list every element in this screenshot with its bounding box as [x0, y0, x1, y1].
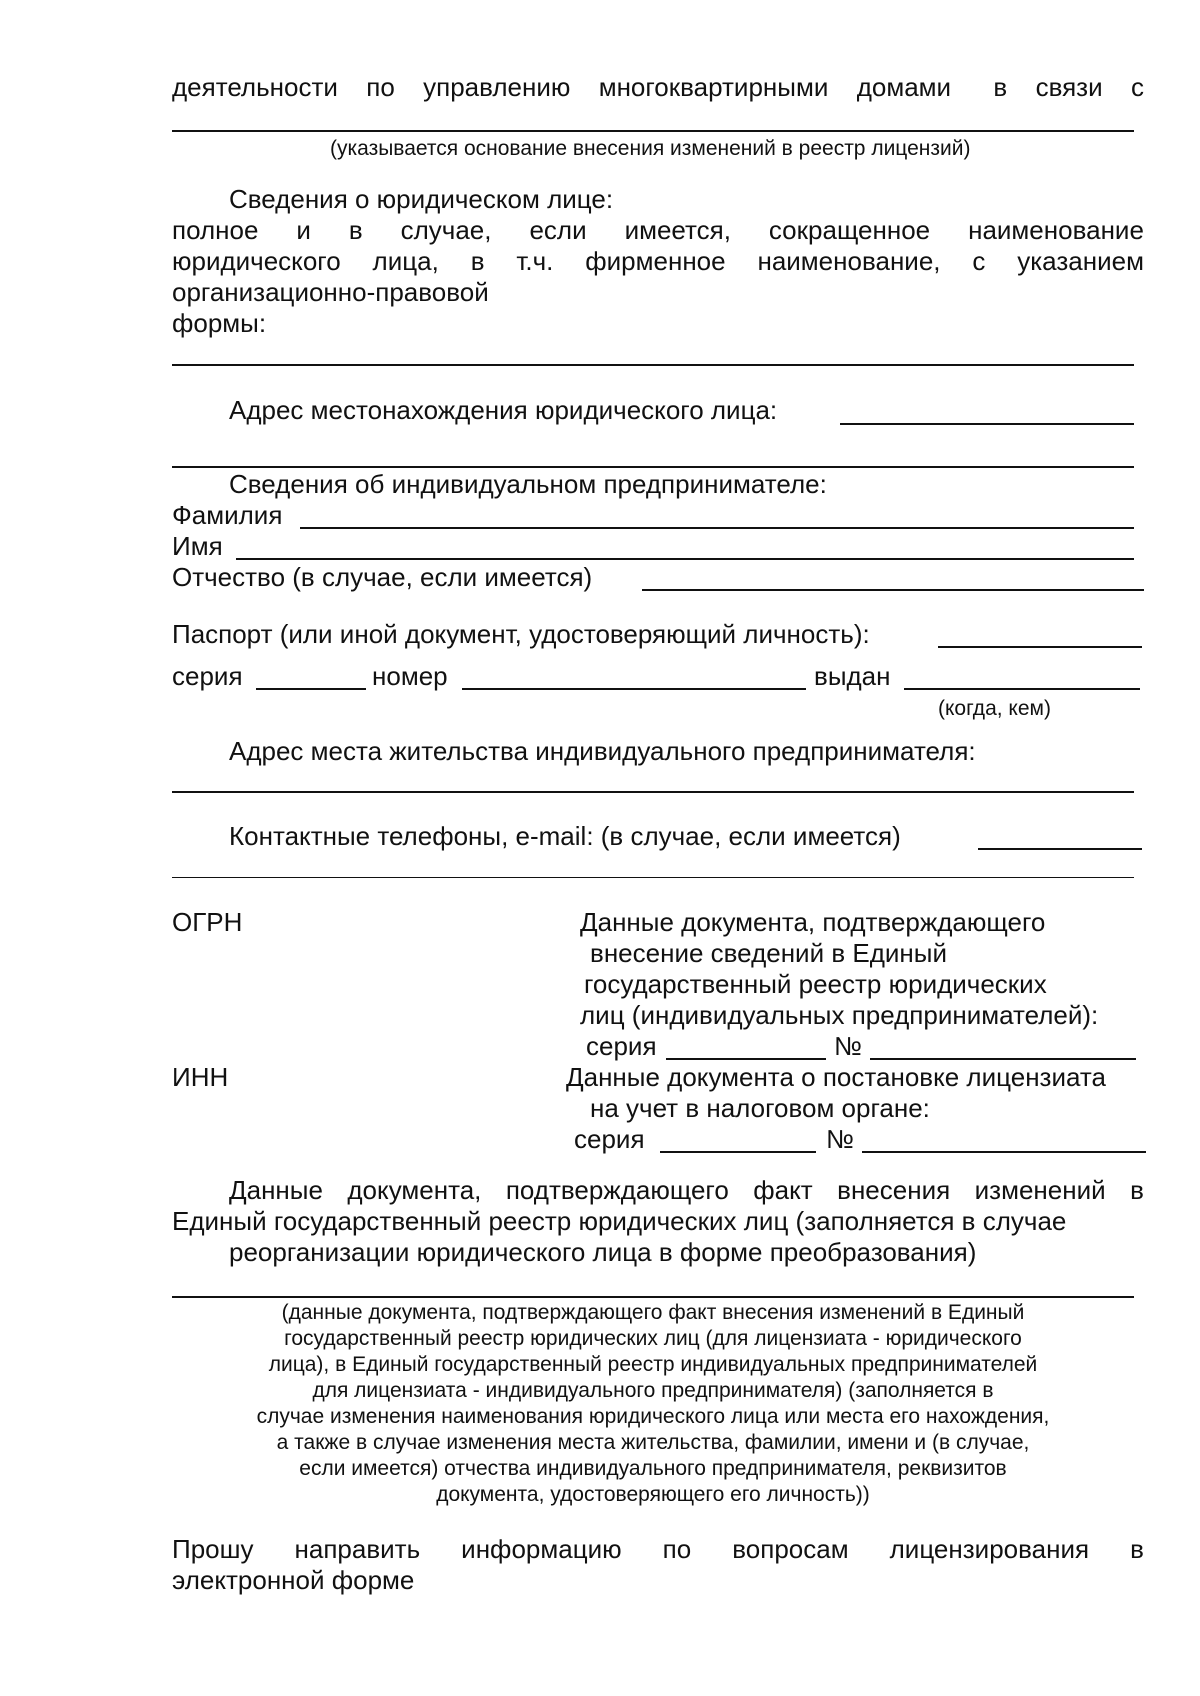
patronymic-field[interactable] — [642, 589, 1144, 591]
individual-heading: Сведения об индивидуальном предпринимателе: — [229, 469, 827, 499]
intro-word: деятельности — [172, 72, 338, 102]
issued-caption: (когда, кем) — [938, 697, 1051, 720]
patronymic-label: Отчество (в случае, если имеется) — [172, 562, 593, 592]
egrul-number-sign: № — [834, 1031, 862, 1061]
egrul-doc-line: государственный реестр юридических — [584, 969, 1047, 999]
tax-doc-line: на учет в налоговом органе: — [590, 1093, 930, 1123]
tax-series-label: серия — [574, 1124, 645, 1154]
intro-word: многоквартирными — [598, 72, 829, 102]
legal-name-fill-line[interactable] — [172, 364, 1134, 366]
passport-issued-label: выдан — [814, 661, 891, 691]
word: наименование — [968, 215, 1144, 245]
contacts-field[interactable] — [978, 848, 1142, 850]
egrul-series-label: серия — [586, 1031, 657, 1061]
passport-number-label: номер — [372, 661, 448, 691]
legal-entity-heading: Сведения о юридическом лице: — [229, 184, 614, 214]
word: факт — [753, 1175, 813, 1205]
word: лица, — [372, 246, 439, 276]
word: полное — [172, 215, 259, 245]
basis-fill-line[interactable] — [172, 130, 1134, 132]
changes-caption-line: если имеется) отчества индивидуального предпринимателя, реквизитов — [299, 1457, 1007, 1480]
egrul-number-field[interactable] — [870, 1058, 1136, 1060]
word: документа, — [347, 1175, 482, 1205]
word: по — [662, 1534, 692, 1564]
tax-number-sign: № — [826, 1124, 854, 1154]
word: в — [470, 246, 485, 276]
ogrn-label: ОГРН — [172, 907, 243, 937]
contacts-label: Контактные телефоны, e-mail: (в случае, если имеется) — [229, 821, 901, 851]
legal-entity-line1 — [172, 215, 1144, 246]
passport-series-label: серия — [172, 661, 243, 691]
word: указанием — [1017, 246, 1144, 276]
surname-label: Фамилия — [172, 500, 283, 530]
egrul-doc-line: Данные документа, подтверждающего — [580, 907, 1046, 937]
passport-issued-field[interactable] — [904, 688, 1140, 690]
word: в — [348, 215, 363, 245]
changes-caption-line: для лицензиата - индивидуального предпринимателя) (заполняется в — [312, 1379, 994, 1402]
word: подтверждающего — [505, 1175, 729, 1205]
word: лицензирования — [889, 1534, 1090, 1564]
word: в — [1130, 1175, 1144, 1205]
intro-word: связи — [1035, 72, 1103, 102]
intro-word: управлению — [423, 72, 571, 102]
name-field[interactable] — [236, 558, 1134, 560]
word: т.ч. — [516, 246, 554, 276]
word: случае, — [400, 215, 492, 245]
passport-number-field[interactable] — [462, 688, 806, 690]
tax-series-field[interactable] — [660, 1151, 816, 1153]
word: имеется, — [624, 215, 731, 245]
changes-line3: реорганизации юридического лица в форме преобразования) — [229, 1237, 977, 1267]
passport-series-field[interactable] — [256, 688, 366, 690]
egrul-series-field[interactable] — [666, 1058, 826, 1060]
word: внесения — [837, 1175, 951, 1205]
word: фирменное — [585, 246, 726, 276]
word: наименование, — [757, 246, 941, 276]
changes-caption-line: документа, удостоверяющего его личность)) — [436, 1483, 870, 1506]
intro-line — [172, 72, 1144, 103]
name-label: Имя — [172, 531, 223, 561]
word: Прошу — [172, 1534, 254, 1564]
egrul-doc-line: внесение сведений в Единый — [590, 938, 947, 968]
legal-entity-line2 — [172, 246, 1144, 277]
word: и — [296, 215, 311, 245]
residence-fill-line[interactable] — [172, 791, 1134, 793]
contacts-fill-line[interactable] — [172, 877, 1134, 878]
changes-caption-line: государственный реестр юридических лиц (для лицензиата - юридического — [284, 1327, 1022, 1350]
legal-address-fill-line[interactable] — [172, 466, 1134, 468]
surname-field[interactable] — [300, 527, 1134, 529]
legal-entity-line3: организационно-правовой — [172, 277, 489, 307]
word: если — [529, 215, 587, 245]
tax-doc-line: Данные документа о постановке лицензиата — [566, 1062, 1106, 1092]
legal-entity-line4: формы: — [172, 308, 267, 338]
word: направить — [294, 1534, 421, 1564]
word: юридического — [172, 246, 341, 276]
word: изменений — [974, 1175, 1106, 1205]
changes-caption-line: лица), в Единый государственный реестр индивидуальных предпринимателей — [268, 1353, 1038, 1376]
inn-label: ИНН — [172, 1062, 229, 1092]
word: вопросам — [732, 1534, 849, 1564]
legal-address-label: Адрес местонахождения юридического лица: — [229, 395, 778, 425]
changes-caption-line: случае изменения наименования юридического лица или места его нахождения, — [256, 1405, 1050, 1428]
changes-caption-line: а также в случае изменения места жительства, фамилии, имени и (в случае, — [276, 1431, 1030, 1454]
intro-word: с — [1130, 72, 1144, 102]
word: Данные — [229, 1175, 323, 1205]
changes-line1 — [229, 1175, 1144, 1206]
changes-line2: Единый государственный реестр юридических лиц (заполняется в случае — [172, 1206, 1067, 1236]
word: с — [972, 246, 986, 276]
request-line1 — [172, 1534, 1144, 1565]
tax-number-field[interactable] — [862, 1151, 1146, 1153]
legal-address-fill[interactable] — [840, 423, 1134, 425]
intro-word: в — [993, 72, 1008, 102]
residence-label: Адрес места жительства индивидуального предпринимателя: — [229, 736, 976, 766]
basis-caption: (указывается основание внесения изменений в реестр лицензий) — [330, 137, 971, 160]
request-line2: электронной форме — [172, 1565, 415, 1595]
word: в — [1130, 1534, 1144, 1564]
passport-field[interactable] — [938, 646, 1142, 648]
word: сокращенное — [768, 215, 931, 245]
passport-label: Паспорт (или иной документ, удостоверяющий личность): — [172, 619, 870, 649]
word: информацию — [461, 1534, 622, 1564]
changes-caption-line: (данные документа, подтверждающего факт внесения изменений в Единый — [281, 1301, 1025, 1324]
changes-fill-line[interactable] — [172, 1296, 1134, 1298]
intro-word: по — [366, 72, 395, 102]
egrul-doc-line: лиц (индивидуальных предпринимателей): — [580, 1000, 1099, 1030]
intro-word: домами — [856, 72, 952, 102]
